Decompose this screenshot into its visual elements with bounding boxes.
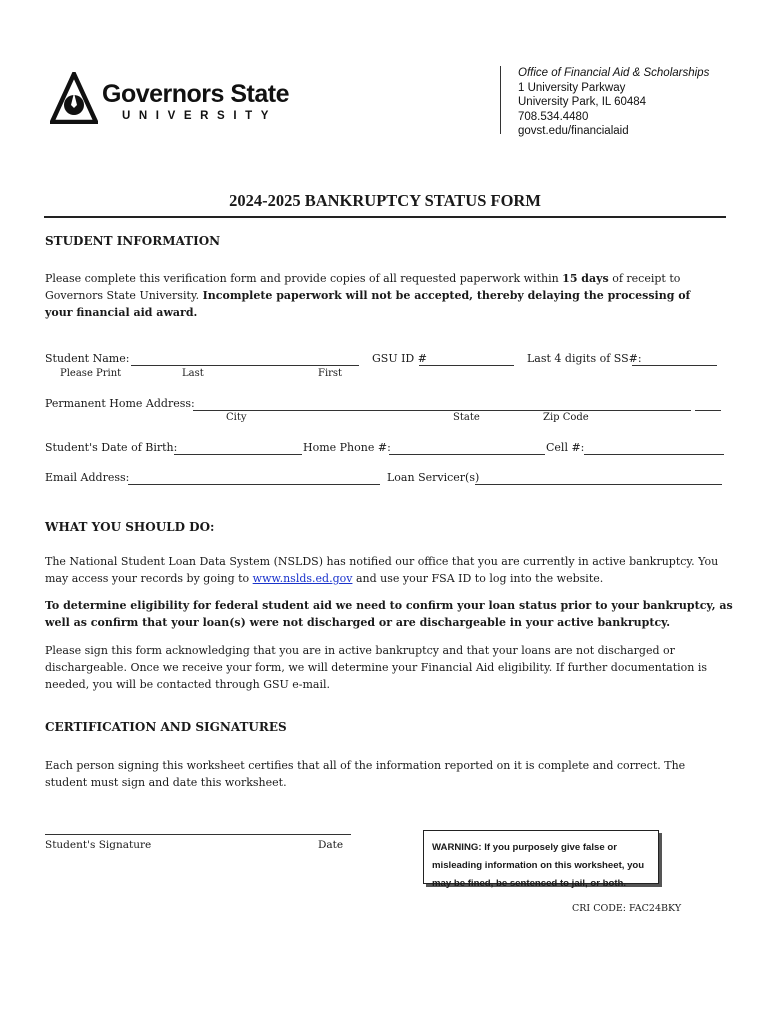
what-to-do-paragraph-3: Please sign this form acknowledging that you are in active bankruptcy and that your loans are not discharged or dischargeable. Once we receive your form, we will determine your Financial Aid eligibility. If further documentation is needed, you will be contacted through GSU e-mail. bbox=[45, 644, 708, 691]
section-heading-what-to-do: WHAT YOU SHOULD DO: bbox=[45, 520, 215, 534]
please-print-hint: Please Print bbox=[60, 368, 122, 379]
email-field[interactable] bbox=[128, 484, 380, 485]
section-heading-student-info: STUDENT INFORMATION bbox=[45, 234, 221, 248]
home-phone-field[interactable] bbox=[389, 454, 545, 455]
state-hint: State bbox=[453, 412, 480, 423]
cri-code: CRI CODE: FAC24BKY bbox=[572, 903, 682, 914]
home-address-label: Permanent Home Address: bbox=[45, 397, 195, 410]
home-address-field[interactable] bbox=[193, 410, 691, 411]
last-name-hint: Last bbox=[182, 368, 204, 379]
home-address-extra-field[interactable] bbox=[695, 410, 721, 411]
dob-field[interactable] bbox=[174, 454, 302, 455]
title-rule bbox=[44, 216, 726, 218]
ssn-last4-label: Last 4 digits of SS#: bbox=[527, 352, 642, 365]
cell-label: Cell #: bbox=[546, 441, 585, 454]
student-name-label: Student Name: bbox=[45, 352, 130, 365]
logo-subtitle: UNIVERSITY bbox=[122, 110, 278, 122]
email-label: Email Address: bbox=[45, 471, 130, 484]
university-logo-icon bbox=[50, 72, 98, 124]
office-address-line2: University Park, IL 60484 bbox=[518, 96, 647, 108]
dob-label: Student's Date of Birth: bbox=[45, 441, 178, 454]
student-info-intro: Please complete this verification form and provide copies of all requested paperwork within 15 days of receipt to Governors State University. Incomplete paperwork will not be accepted, thereby delaying the processing of your financial aid award. bbox=[45, 272, 691, 319]
student-signature-field[interactable] bbox=[45, 834, 351, 835]
form-title: 2024-2025 BANKRUPTCY STATUS FORM bbox=[229, 191, 541, 210]
home-phone-label: Home Phone #: bbox=[303, 441, 391, 454]
office-phone: 708.534.4480 bbox=[518, 110, 589, 123]
ssn-last4-field[interactable] bbox=[632, 365, 717, 366]
student-signature-label: Student's Signature bbox=[45, 839, 152, 851]
office-address-line1: 1 University Parkway bbox=[518, 81, 626, 94]
office-website: govst.edu/financialaid bbox=[518, 125, 629, 137]
warning-box bbox=[423, 830, 659, 889]
date-label: Date bbox=[318, 839, 344, 851]
what-to-do-paragraph-2: To determine eligibility for federal student aid we need to confirm your loan status prior to your bankruptcy, as well as confirm that your loan(s) were not discharged or are dischargeable in your active bankruptcy. bbox=[45, 599, 733, 629]
city-hint: City bbox=[226, 412, 247, 423]
cell-field[interactable] bbox=[584, 454, 724, 455]
gsu-id-field[interactable] bbox=[419, 365, 514, 366]
nslds-link[interactable]: www.nslds.ed.gov bbox=[252, 572, 353, 585]
what-to-do-paragraph-1: The National Student Loan Data System (NSLDS) has notified our office that you are currently in active bankruptcy. You may access your records by going to www.nslds.ed.gov and use your FSA ID to log into the website. bbox=[45, 555, 719, 585]
loan-servicer-field[interactable] bbox=[475, 484, 722, 485]
office-name: Office of Financial Aid & Scholarships bbox=[518, 67, 710, 79]
gsu-id-label: GSU ID # bbox=[372, 352, 427, 365]
certification-text: Each person signing this worksheet certifies that all of the information reported on it is complete and correct. The student must sign and date this worksheet. bbox=[45, 759, 686, 789]
section-heading-certification: CERTIFICATION AND SIGNATURES bbox=[45, 720, 287, 734]
header-divider bbox=[500, 66, 501, 134]
office-contact-block bbox=[518, 66, 709, 139]
warning-text: WARNING: If you purposely give false or misleading information on this worksheet, you may be fined, be sentenced to jail, or both. bbox=[432, 842, 645, 889]
zip-hint: Zip Code bbox=[543, 412, 589, 423]
logo-wordmark: Governors State bbox=[102, 80, 290, 108]
student-name-field[interactable] bbox=[131, 365, 359, 366]
loan-servicer-label: Loan Servicer(s) bbox=[387, 471, 480, 484]
first-name-hint: First bbox=[318, 368, 343, 379]
